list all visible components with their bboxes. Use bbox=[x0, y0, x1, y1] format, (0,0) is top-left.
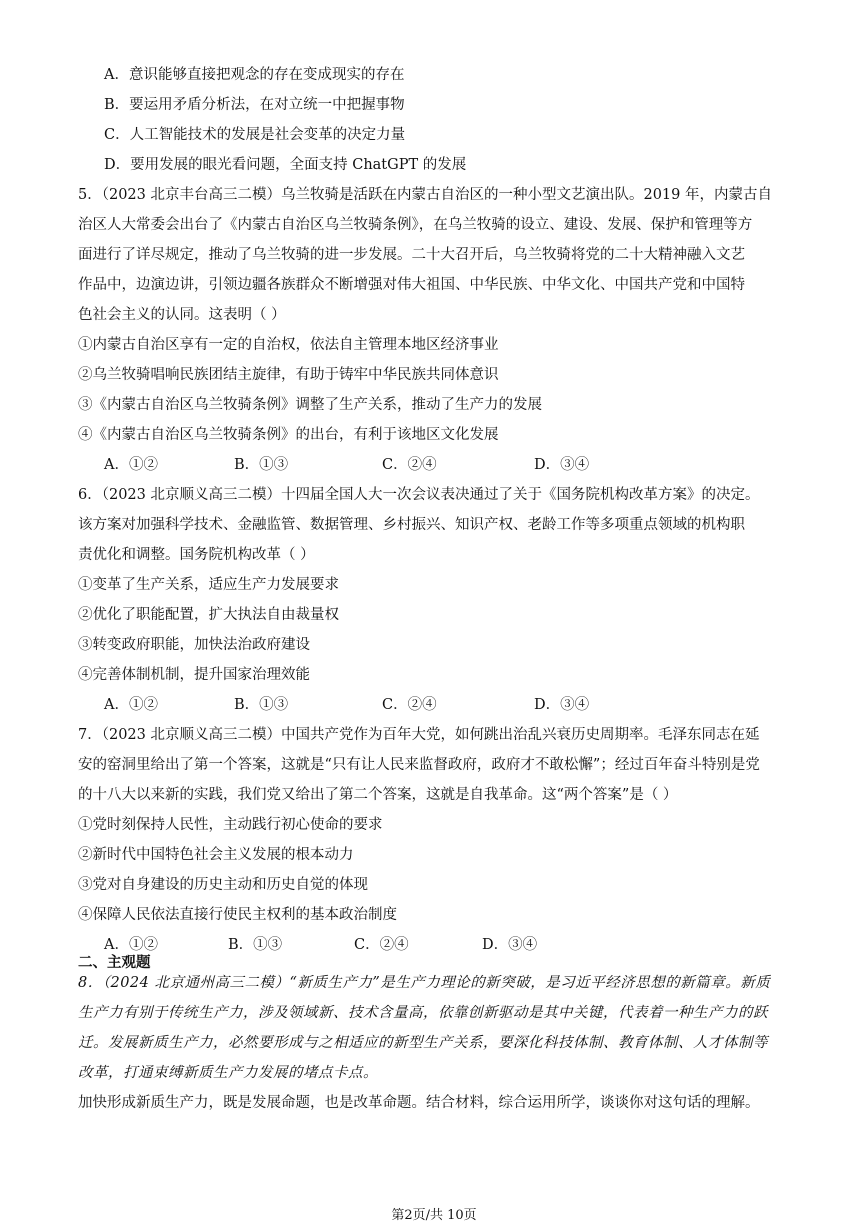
q5-choices bbox=[104, 455, 744, 475]
q6-item: ②优化了职能配置，扩大执法自由裁量权 bbox=[78, 607, 339, 623]
q5-stem-line: 色社会主义的认同。这表明（ ） bbox=[78, 307, 286, 323]
q5-item: ③《内蒙古自治区乌兰牧骑条例》调整了生产关系，推动了生产力的发展 bbox=[78, 397, 542, 413]
q7-choices bbox=[104, 935, 744, 955]
q6-item: ③转变政府职能，加快法治政府建设 bbox=[78, 637, 310, 653]
q4-option-b: B．要运用矛盾分析法，在对立统一中把握事物 bbox=[104, 97, 405, 113]
q6-choice-b: B．①③ bbox=[234, 697, 289, 713]
q6-item: ④完善体制机制，提升国家治理效能 bbox=[78, 667, 310, 683]
q8-material-line: 生产力有别于传统生产力，涉及领域新、技术含量高，依靠创新驱动是其中关键，代表着一种生产力的跃 bbox=[78, 1005, 768, 1021]
q7-item: ①党时刻保持人民性，主动践行初心使命的要求 bbox=[78, 817, 383, 833]
q7-stem-line: 安的窑洞里给出了第一个答案，这就是“只有让人民来监督政府，政府才不敢松懈”；经过百年奋斗特别是党 bbox=[78, 757, 760, 773]
q5-item: ④《内蒙古自治区乌兰牧骑条例》的出台，有利于该地区文化发展 bbox=[78, 427, 499, 443]
q5-item: ①内蒙古自治区享有一定的自治权，依法自主管理本地区经济事业 bbox=[78, 337, 499, 353]
q5-stem-line: 面进行了详尽规定，推动了乌兰牧骑的进一步发展。二十大召开后，乌兰牧骑将党的二十大精神融入文艺 bbox=[78, 247, 745, 263]
q7-item: ④保障人民依法直接行使民主权利的基本政治制度 bbox=[78, 907, 397, 923]
q8-prompt: 加快形成新质生产力，既是发展命题，也是改革命题。结合材料，综合运用所学，谈谈你对这句话的理解。 bbox=[78, 1095, 760, 1111]
q7-choice-a: A．①② bbox=[104, 937, 158, 953]
q5-stem-line: 5．（2023 北京丰台高三二模）乌兰牧骑是活跃在内蒙古自治区的一种小型文艺演出队。2019 年，内蒙古自 bbox=[78, 187, 772, 203]
q6-choice-c: C．②④ bbox=[382, 697, 437, 713]
q7-item: ②新时代中国特色社会主义发展的根本动力 bbox=[78, 847, 354, 863]
q5-choice-b: B．①③ bbox=[234, 457, 289, 473]
q5-stem-line: 治区人大常委会出台了《内蒙古自治区乌兰牧骑条例》，在乌兰牧骑的设立、建设、发展、保护和管理等方 bbox=[78, 217, 753, 233]
q5-stem-line: 作品中，边演边讲，引领边疆各族群众不断增强对伟大祖国、中华民族、中华文化、中国共产党和中国特 bbox=[78, 277, 745, 293]
q5-choice-a: A．①② bbox=[104, 457, 158, 473]
section-heading: 二、主观题 bbox=[78, 954, 151, 971]
q6-stem-line: 6．（2023 北京顺义高三二模）十四届全国人大一次会议表决通过了关于《国务院机构改革方案》的决定。 bbox=[78, 487, 760, 503]
q6-stem-line: 责优化和调整。国务院机构改革（ ） bbox=[78, 547, 315, 563]
q4-option-a: A．意识能够直接把观念的存在变成现实的存在 bbox=[104, 67, 405, 83]
q8-material-line: 改革，打通束缚新质生产力发展的堵点卡点。 bbox=[78, 1065, 378, 1081]
page-number-footer: 第2页/共 10页 bbox=[391, 1208, 477, 1223]
q4-option-c: C．人工智能技术的发展是社会变革的决定力量 bbox=[104, 127, 406, 143]
q6-choices bbox=[104, 695, 744, 715]
q5-item: ②乌兰牧骑唱响民族团结主旋律，有助于铸牢中华民族共同体意识 bbox=[78, 367, 499, 383]
q7-item: ③党对自身建设的历史主动和历史自觉的体现 bbox=[78, 877, 368, 893]
q7-stem-line: 7．（2023 北京顺义高三二模）中国共产党作为百年大党，如何跳出治乱兴衰历史周期率。毛泽东同志在延 bbox=[78, 727, 760, 743]
q7-choice-b: B．①③ bbox=[228, 937, 283, 953]
q5-choice-c: C．②④ bbox=[382, 457, 437, 473]
q6-choice-d: D．③④ bbox=[534, 697, 590, 713]
q8-material-line: 迁。发展新质生产力，必然要形成与之相适应的新型生产关系，要深化科技体制、教育体制、人才体制等 bbox=[78, 1035, 768, 1051]
q4-option-d: D．要用发展的眼光看问题，全面支持 ChatGPT 的发展 bbox=[104, 157, 467, 173]
q7-stem-line: 的十八大以来新的实践，我们党又给出了第二个答案，这就是自我革命。这“两个答案”是（ ） bbox=[78, 787, 678, 803]
q5-choice-d: D．③④ bbox=[534, 457, 590, 473]
q7-choice-c: C．②④ bbox=[354, 937, 409, 953]
q6-stem-line: 该方案对加强科学技术、金融监管、数据管理、乡村振兴、知识产权、老龄工作等多项重点领域的机构职 bbox=[78, 517, 745, 533]
q6-choice-a: A．①② bbox=[104, 697, 158, 713]
q7-choice-d: D．③④ bbox=[482, 937, 538, 953]
q8-material-line: 8．（2024 北京通州高三二模）“新质生产力”是生产力理论的新突破，是习近平经济思想的新篇章。新质 bbox=[78, 975, 771, 991]
q6-item: ①变革了生产关系，适应生产力发展要求 bbox=[78, 577, 339, 593]
